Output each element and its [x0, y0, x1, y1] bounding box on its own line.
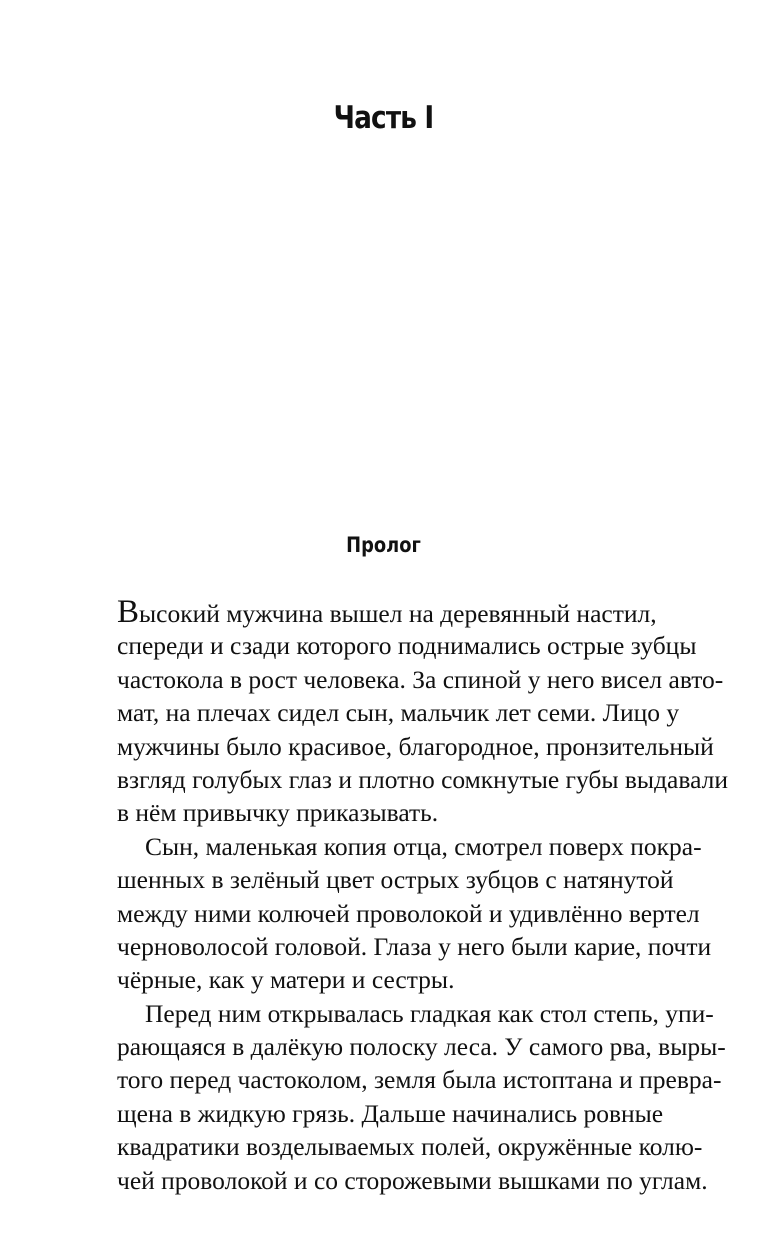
line-text: частокола в рост человека. За спиной у него висел авто-: [117, 664, 724, 694]
line-text: шенных в зелёный цвет острых зубцов с натянутой: [117, 865, 674, 895]
text-line: [117, 1130, 703, 1163]
line-text: в нём привычку приказывать.: [117, 798, 439, 828]
part-title: Часть I: [333, 100, 434, 136]
text-line: [117, 830, 702, 863]
line-text: Перед ним открывалась гладкая как стол степь, упи-: [145, 998, 714, 1028]
text-line: [117, 594, 657, 630]
text-line: [117, 663, 724, 696]
line-text: Сын, маленькая копия отца, смотрел поверх покра-: [145, 831, 702, 861]
line-text: мужчины было красивое, благородное, пронзительный: [117, 731, 714, 761]
text-line: [117, 930, 712, 963]
line-text: мат, на плечах сидел сын, мальчик лет семи. Лицо у: [117, 698, 680, 728]
text-line: [117, 897, 700, 930]
line-text: взгляд голубых глаз и плотно сомкнутые губы выдавали: [117, 764, 728, 794]
chapter-title: Пролог: [346, 533, 421, 557]
line-text: черноволосой головой. Глаза у него были карие, почти: [117, 931, 712, 961]
line-text: чей проволокой и со сторожевыми вышками по углам.: [117, 1165, 708, 1195]
line-text: между ними колючей проволокой и удивлённо вертел: [117, 898, 700, 928]
line-text: квадратики возделываемых полей, окружённые колю-: [117, 1132, 703, 1162]
body-text: [117, 594, 728, 1197]
text-line: [117, 629, 697, 662]
text-line: [117, 863, 674, 896]
line-text: спереди и сзади которого поднимались острые зубцы: [117, 631, 697, 661]
line-text: щена в жидкую грязь. Дальше начинались ровные: [117, 1098, 664, 1128]
line-text: рающаяся в далёкую полоску леса. У самого рва, выры-: [117, 1032, 726, 1062]
drop-cap: В: [117, 594, 140, 630]
paragraph: [117, 594, 728, 830]
line-text: чёрные, как у матери и сестры.: [117, 965, 455, 995]
text-line: [117, 696, 680, 729]
text-line: [117, 1030, 726, 1063]
text-line: [117, 763, 728, 796]
text-line: [117, 997, 714, 1030]
text-line: [117, 1164, 708, 1197]
text-line: [117, 963, 650, 996]
paragraph: [117, 830, 712, 997]
text-line: [117, 1097, 664, 1130]
text-line: [117, 796, 650, 829]
line-text: ысокий мужчина вышел на деревянный настил,: [139, 599, 657, 628]
paragraph: [117, 997, 726, 1197]
text-line: [117, 1063, 722, 1096]
line-text: того перед частоколом, земля была истоптана и превра-: [117, 1065, 722, 1095]
text-line: [117, 730, 714, 763]
